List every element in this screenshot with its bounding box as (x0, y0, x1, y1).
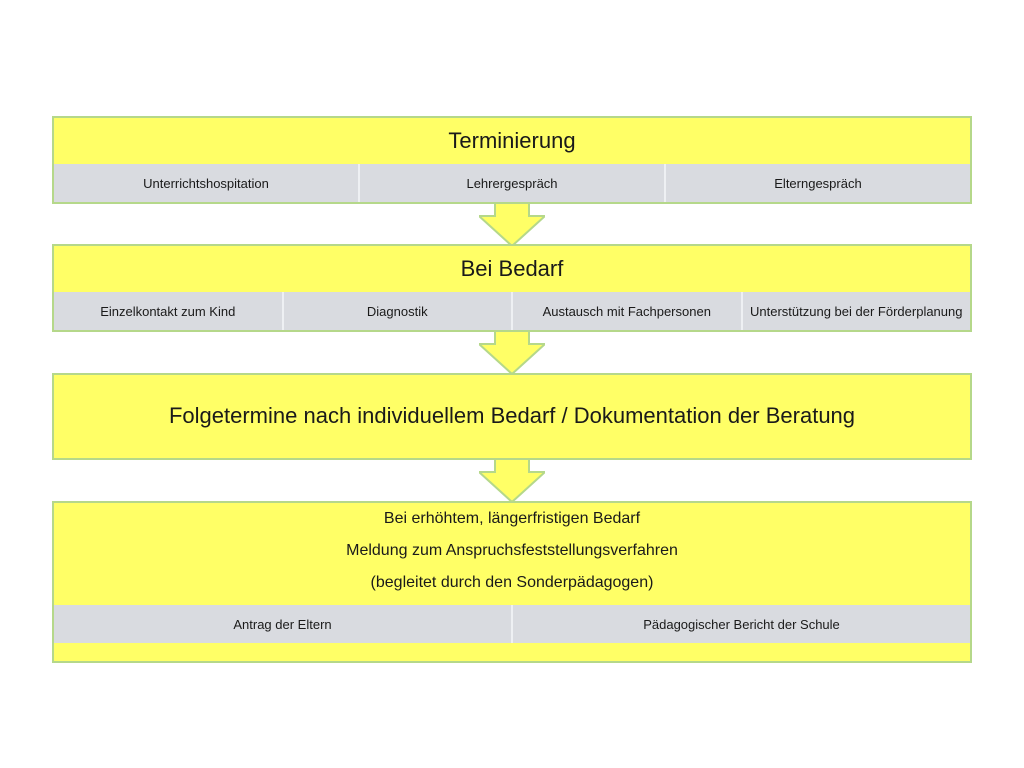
step-title: Terminierung (448, 128, 576, 153)
subitem-elterngespraech: Elterngespräch (666, 164, 970, 202)
step-description (54, 507, 970, 603)
step-line-1: Bei erhöhtem, längerfristigen Bedarf (383, 510, 641, 527)
down-arrow-3 (479, 456, 545, 502)
subitem-row (54, 292, 970, 330)
down-arrow-1 (479, 200, 545, 246)
subitem-bericht-schule: Pädagogischer Bericht der Schule (513, 605, 970, 643)
subitem-einzelkontakt: Einzelkontakt zum Kind (54, 292, 284, 330)
down-arrow-2 (479, 328, 545, 374)
subitem-lehrergespraech: Lehrergespräch (360, 164, 666, 202)
step-anspruchsfeststellung (52, 501, 972, 663)
step-title: Folgetermine nach individuellem Bedarf / Dokumentation der Beratung (168, 403, 856, 428)
step-terminierung (52, 116, 972, 204)
subitem-foerderplanung: Unterstützung bei der Förderplanung (743, 292, 971, 330)
subitem-diagnostik: Diagnostik (284, 292, 514, 330)
subitem-row (54, 164, 970, 202)
subitem-row (54, 605, 970, 643)
step-line-2: Meldung zum Anspruchsfeststellungsverfahren (346, 542, 678, 559)
subitem-antrag-eltern: Antrag der Eltern (54, 605, 513, 643)
step-bei-bedarf (52, 244, 972, 332)
subitem-unterrichtshospitation: Unterrichtshospitation (54, 164, 360, 202)
step-folgetermine (52, 373, 972, 460)
step-line-3: (begleitet durch den Sonderpädagogen) (370, 574, 654, 591)
step-title: Bei Bedarf (460, 256, 564, 281)
subitem-austausch: Austausch mit Fachpersonen (513, 292, 743, 330)
